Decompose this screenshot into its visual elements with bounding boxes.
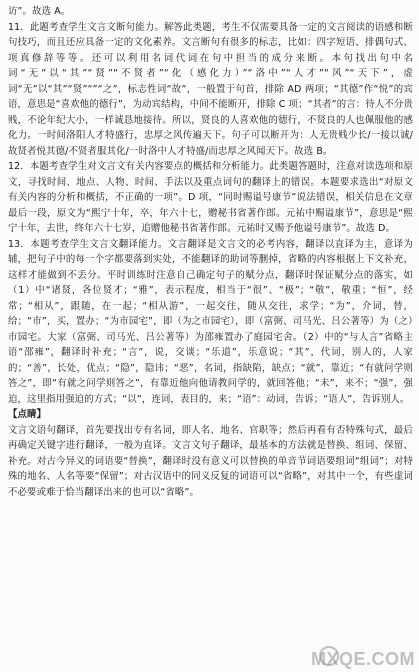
- answer-explanation-page: [8, 4, 413, 672]
- paragraph-dianjing: 文言文语句翻译，首先要找出专有名词，即人名、地名、官职等；然后再看有否特殊句式，最后再确定关键字进行翻译，一般为直译。文言文句子翻译，最基本的方法就是替换、组词、保留、补充。对古今异义的词语要“替换”，翻译时没有意义可以替换的单音节词语要组词“组词”；对特殊的地名、人名等要“保留”；对古汉语中的同义反复的词语可以“省略”，对其中一个，有些虚词不必要或难于恰当翻译出来的也可以“省略”。: [8, 424, 413, 498]
- section-heading-dianjing: 【点睛】: [8, 409, 47, 420]
- paragraph-q12: 12．本题考查学生对文言文有关内容要点的概括和分析能力。此类题答题时，注意对读选项和原文，寻找时间、地点、人物、时间、手法以及重点词句的翻译上的错误。本题要求选出“对原文有关内容的分析和概括，不正确的一项”。D 项，“同时赐谥号康节”说法错误，相关信息在文章最后一段，原文为“熙宁十年，卒，年六十七，赠秘书省著作郎。元祐中赐谥康节”，意思是“熙宁十年，去世，终年六十七岁，追赠他秘书省著作郎。元祐时又赐予他谥号康节”。故选 D。: [8, 161, 413, 234]
- paragraph-q11: 11．此题考查学生文言文断句能力。解答此类题，考生不仅需要具备一定的文言阅读的语感和断句技巧，而且还应具备一定的文化素养。文言断句有很多的标志，比如：四字短语、排偶句式、项真修辞等等。还可以利用名词代词在句中担当的成分来断。本句找出句中名词“无”以“其”“贤”“不贤者”“化（感化力）”“洛中”“人才”“风”“天下”，虚词“无”以“其”“贤”“”“之”，标志性词“故”，一般置于句首，排除 AD 两项；“其德”作“悦”的宾语，意思是“喜欢他的德行”，为动宾结构，中间不能断开，排除 C 项；“其者”的言：待人不分贵贱，不论年纪大小，一样诚恳地接待。所以，贤良的人喜欢他的德行，不贤良的人也佩服他的感化力。一时间洛阳人才特盛行，忠厚之风传遍天下。句子可以断开为：人无贵贱少长/一接以诚/故贤者悦其德/不贤者服其化/一时洛中人才特盛/而忠厚之风闻天下。故选 B。: [8, 21, 413, 157]
- watermark: MXQE.COM: [310, 649, 415, 669]
- paragraph-q13: 13．本题考查学生文言文翻译能力。文言翻译是文言文的必考内容，翻译以直译为主，意译为辅，把句子中的每一个字都要落到实处，不能翻译的助词等删掉，省略的内容根据上下文补充，这样才能做到不丢分。平时训练时注意自己确定句子的赋分点，翻译时保证赋分点的落实，如（1）中“诸贤，各位贤才；“雅”，表示程度，相当于“很”、“极”；“敬”，敬重；“恒”，经常；“相从”，跟随，在一起；“相从游”，一起交往，随从交往，求学；“为”，介词，替，给；“市”，买，置办；“为市园宅”，即（为之市园宅），即（富弼、司马光、吕公著等）为（之）市园宅。大家（富弼、司马光、吕公著等）为邵雍置办了庭园宅舍。（2）中的“与人言”省略主语“邵雍”，翻译时补充；“言”，说，交谈；“乐道”，乐意说；“其”，代词，别人的，人家的；“善”，长处，优点；“隐”，隐讳；“恶”，名词，指缺陷，缺点；“就”，靠近；“有就问学则答之”，即“有就之问学则答之”，有靠近他向他请教问学的，就回答他；“未”，来不；“强”，强迫，这里指用强迫的方式；“以”，连词，表目的，来；“语”：动词，告诉；“语人”，告诉别人。: [8, 238, 413, 405]
- paragraph-q10-end: 访”。故选 A。: [8, 6, 71, 17]
